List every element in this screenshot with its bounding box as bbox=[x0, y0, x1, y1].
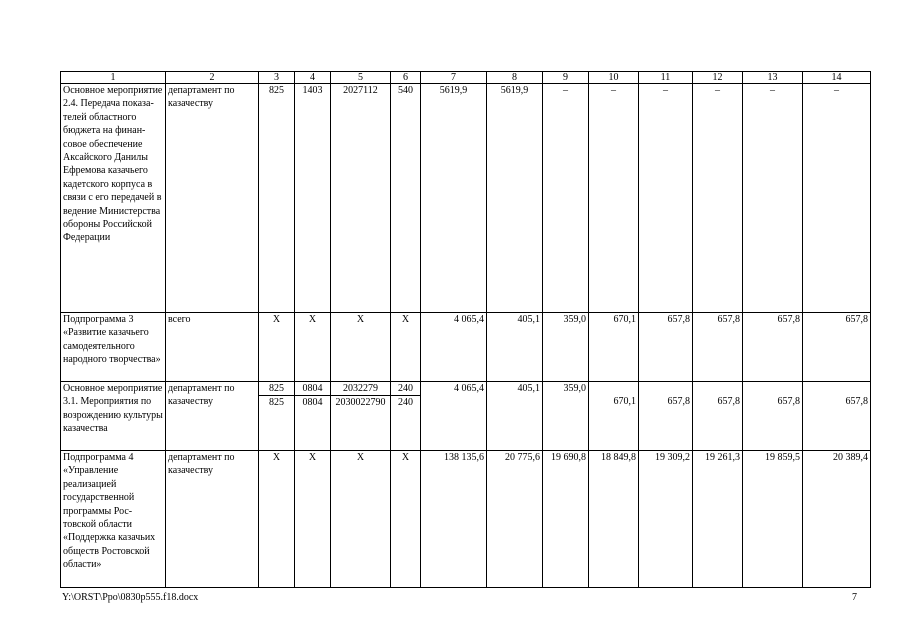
value-cell: – bbox=[589, 84, 639, 313]
value-cell: 5619,9 bbox=[487, 84, 543, 313]
value-cell: 20 389,4 bbox=[803, 451, 871, 588]
executor-cell: департамент по казачеству bbox=[166, 451, 259, 588]
code-value: 825 bbox=[259, 395, 294, 409]
column-header: 12 bbox=[693, 72, 743, 84]
value-cell: 657,8 bbox=[803, 382, 871, 451]
table-row bbox=[61, 382, 871, 451]
code-cell bbox=[391, 382, 421, 451]
value-cell: 657,8 bbox=[693, 313, 743, 382]
code-value: 240 bbox=[398, 383, 413, 394]
budget-table bbox=[60, 71, 871, 588]
table-row bbox=[61, 84, 871, 313]
value-cell: 5619,9 bbox=[421, 84, 487, 313]
code-cell bbox=[259, 382, 295, 451]
code-value: 240 bbox=[391, 395, 420, 409]
program-name-cell: Подпрограмма 4 «Управление реализацией государственной программы Рос-товской области «Поддержка казачьих обществ Ростовской области» bbox=[61, 451, 166, 588]
executor-cell: департамент по казачеству bbox=[166, 382, 259, 451]
column-header: 13 bbox=[743, 72, 803, 84]
value-cell: 657,8 bbox=[743, 313, 803, 382]
value-cell: 657,8 bbox=[639, 382, 693, 451]
value-cell: 405,1 bbox=[487, 382, 543, 451]
column-header: 4 bbox=[295, 72, 331, 84]
page-number: 7 bbox=[852, 592, 857, 603]
code-cell: X bbox=[391, 313, 421, 382]
code-cell: 2027112 bbox=[331, 84, 391, 313]
value-cell: 4 065,4 bbox=[421, 382, 487, 451]
value-cell: 359,0 bbox=[543, 382, 589, 451]
code-cell: X bbox=[295, 313, 331, 382]
file-path: Y:\ORST\Ppo\0830p555.f18.docx bbox=[62, 592, 199, 603]
code-value: 2032279 bbox=[343, 383, 378, 394]
value-cell: 18 849,8 bbox=[589, 451, 639, 588]
column-header: 10 bbox=[589, 72, 639, 84]
code-cell: X bbox=[259, 313, 295, 382]
value-cell: 19 309,2 bbox=[639, 451, 693, 588]
table-header-row bbox=[61, 72, 871, 84]
code-value: 0804 bbox=[295, 395, 330, 409]
value-cell: 657,8 bbox=[639, 313, 693, 382]
code-cell bbox=[295, 382, 331, 451]
value-cell: – bbox=[543, 84, 589, 313]
code-cell bbox=[331, 382, 391, 451]
column-header: 1 bbox=[61, 72, 166, 84]
program-name-cell: Подпрограмма 3 «Развитие казачьего самодеятельного народного творчества» bbox=[61, 313, 166, 382]
column-header: 6 bbox=[391, 72, 421, 84]
value-cell: 19 690,8 bbox=[543, 451, 589, 588]
value-cell: 657,8 bbox=[803, 313, 871, 382]
value-cell: 19 859,5 bbox=[743, 451, 803, 588]
column-header: 11 bbox=[639, 72, 693, 84]
value-cell: 4 065,4 bbox=[421, 313, 487, 382]
value-cell: – bbox=[693, 84, 743, 313]
value-cell: – bbox=[743, 84, 803, 313]
column-header: 9 bbox=[543, 72, 589, 84]
value-cell: 138 135,6 bbox=[421, 451, 487, 588]
value-cell: – bbox=[803, 84, 871, 313]
value-cell: 405,1 bbox=[487, 313, 543, 382]
code-cell: X bbox=[331, 451, 391, 588]
column-header: 14 bbox=[803, 72, 871, 84]
code-cell: 1403 bbox=[295, 84, 331, 313]
column-header: 5 bbox=[331, 72, 391, 84]
program-name-cell: Основное мероприятие 2.4. Передача показа-телей областного бюджета на финан-совое обеспечение Аксайского Данилы Ефремова казачьего кадетского корпуса в связи с его передачей в ведение Министерства обороны Российской Федерации bbox=[61, 84, 166, 313]
code-value: 0804 bbox=[302, 383, 323, 394]
code-value: 2030022790 bbox=[331, 395, 390, 409]
value-cell: 670,1 bbox=[589, 382, 639, 451]
column-header: 7 bbox=[421, 72, 487, 84]
executor-cell: департамент по казачеству bbox=[166, 84, 259, 313]
code-value: 825 bbox=[269, 383, 284, 394]
value-cell: 657,8 bbox=[743, 382, 803, 451]
value-cell: 20 775,6 bbox=[487, 451, 543, 588]
column-header: 8 bbox=[487, 72, 543, 84]
executor-cell: всего bbox=[166, 313, 259, 382]
code-cell: 540 bbox=[391, 84, 421, 313]
column-header: 3 bbox=[259, 72, 295, 84]
value-cell: 657,8 bbox=[693, 382, 743, 451]
table-row bbox=[61, 313, 871, 382]
value-cell: 359,0 bbox=[543, 313, 589, 382]
code-cell: X bbox=[391, 451, 421, 588]
code-cell: X bbox=[331, 313, 391, 382]
value-cell: 19 261,3 bbox=[693, 451, 743, 588]
program-name-cell: Основное мероприятие 3.1. Мероприятия по возрождению культуры казачества bbox=[61, 382, 166, 451]
code-cell: X bbox=[259, 451, 295, 588]
column-header: 2 bbox=[166, 72, 259, 84]
table-row bbox=[61, 451, 871, 588]
value-cell: 670,1 bbox=[589, 313, 639, 382]
value-cell: – bbox=[639, 84, 693, 313]
code-cell: X bbox=[295, 451, 331, 588]
code-cell: 825 bbox=[259, 84, 295, 313]
